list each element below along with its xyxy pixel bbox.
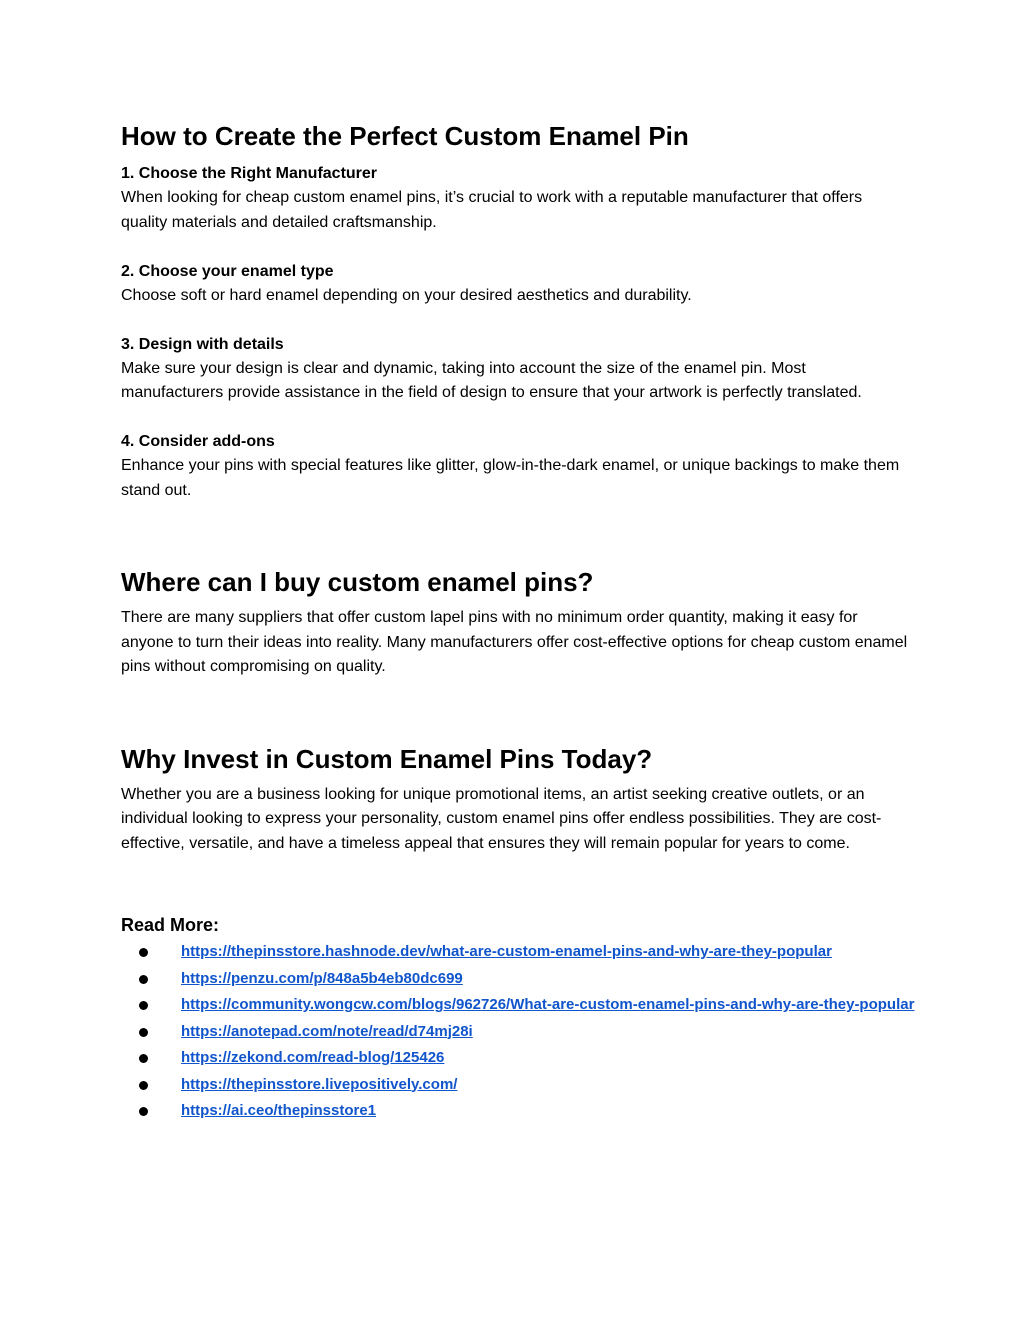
link[interactable]: https://thepinsstore.livepositively.com/: [181, 1075, 458, 1093]
bullet-icon: [139, 1054, 148, 1063]
list-item: [121, 1073, 916, 1097]
list-item: [121, 940, 916, 964]
bullet-icon: [139, 975, 148, 984]
bullet-icon: [139, 1081, 148, 1090]
link[interactable]: https://ai.ceo/thepinsstore1: [181, 1102, 377, 1119]
why-invest-section: [121, 741, 911, 857]
list-item: [121, 1046, 916, 1070]
link[interactable]: https://penzu.com/p/848a5b4eb80dc699: [181, 969, 463, 987]
step-1: [121, 162, 911, 235]
link[interactable]: https://thepinsstore.hashnode.dev/what-are-custom-enamel-pins-and-why-are-they-popular: [181, 943, 832, 960]
step-heading: 3. Design with details: [121, 335, 284, 353]
bullet-icon: [139, 948, 148, 957]
step-4: [121, 430, 911, 503]
step-body: Make sure your design is clear and dynamic, taking into account the size of the enamel pin. Most manufacturers provide assistance in the field of design to ensure that your artwork is perfectly translated.: [121, 359, 862, 401]
list-item: [121, 1020, 916, 1044]
list-item: [121, 1099, 916, 1123]
step-body: Choose soft or hard enamel depending on your desired aesthetics and durability.: [121, 286, 692, 304]
step-heading: 2. Choose your enamel type: [121, 262, 334, 280]
where-to-buy-section: [121, 564, 911, 680]
document-page: [121, 118, 915, 1126]
bullet-icon: [139, 1001, 148, 1010]
list-item: [121, 993, 916, 1017]
section-body: There are many suppliers that offer custom lapel pins with no minimum order quantity, making it easy for anyone to turn their ideas into reality. Many manufacturers offer cost-effective options for cheap custom enamel pins without compromising on quality.: [121, 609, 908, 675]
section-heading: Why Invest in Custom Enamel Pins Today?: [121, 743, 653, 774]
step-heading: 1. Choose the Right Manufacturer: [121, 165, 378, 182]
bullet-icon: [139, 1028, 148, 1037]
link-list: [121, 940, 915, 1123]
step-body: Enhance your pins with special features like glitter, glow-in-the-dark enamel, or unique backings to make them stand out.: [121, 457, 900, 499]
page-title: How to Create the Perfect Custom Enamel Pin: [121, 121, 689, 151]
list-item: [121, 967, 916, 991]
link[interactable]: https://anotepad.com/note/read/d74mj28i: [181, 1022, 473, 1040]
read-more-heading: Read More:: [121, 915, 220, 935]
link[interactable]: https://community.wongcw.com/blogs/962726/What-are-custom-enamel-pins-and-why-are-they-popular: [181, 996, 915, 1013]
section-body: Whether you are a business looking for unique promotional items, an artist seeking creative outlets, or an individual looking to express your personality, custom enamel pins offer endless possibilities. They are cost-effective, versatile, and have a timeless appeal that ensures they will remain popular for years to come.: [121, 785, 882, 852]
read-more-section: [121, 912, 915, 1123]
step-3: [121, 333, 911, 406]
section-heading: Where can I buy custom enamel pins?: [121, 567, 594, 597]
link[interactable]: https://zekond.com/read-blog/125426: [181, 1049, 445, 1066]
bullet-icon: [139, 1107, 148, 1116]
step-2: [121, 260, 911, 309]
step-body: When looking for cheap custom enamel pins, it’s crucial to work with a reputable manufacturer that offers quality materials and detailed craftsmanship.: [121, 189, 863, 231]
step-heading: 4. Consider add-ons: [121, 433, 275, 450]
